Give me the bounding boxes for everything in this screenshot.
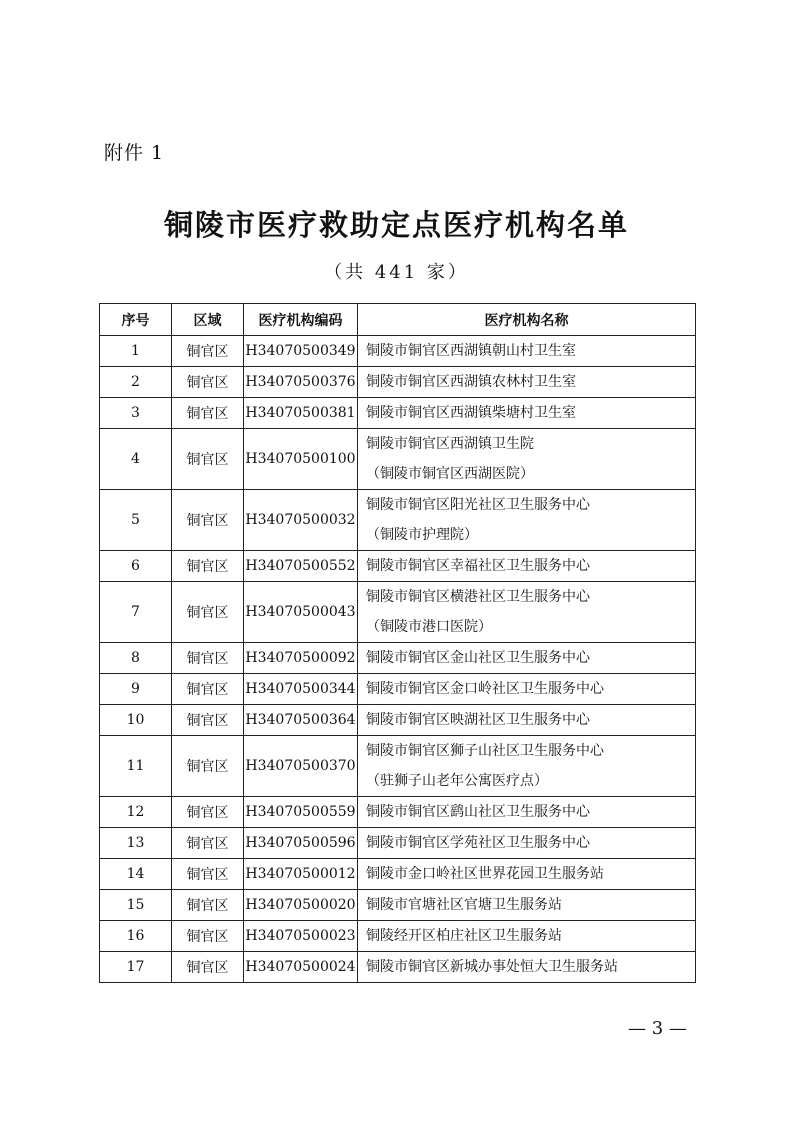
row-name-line: 铜陵市金口岭社区世界花园卫生服务站	[366, 866, 604, 882]
table-row	[100, 797, 696, 828]
institution-table	[99, 303, 696, 983]
row-name-line: 铜陵市铜官区幸福社区卫生服务中心	[366, 558, 590, 574]
row-area: 铜官区	[172, 643, 244, 674]
row-number: 6	[100, 551, 172, 582]
row-area: 铜官区	[172, 736, 244, 797]
row-area: 铜官区	[172, 797, 244, 828]
row-area: 铜官区	[172, 890, 244, 921]
table-row	[100, 828, 696, 859]
table-row	[100, 674, 696, 705]
row-code: H34070500024	[244, 952, 358, 983]
row-code: H34070500023	[244, 921, 358, 952]
table-row	[100, 890, 696, 921]
row-name	[358, 336, 696, 367]
row-name-line: 铜陵市铜官区横港社区卫生服务中心	[366, 589, 590, 605]
row-code: H34070500596	[244, 828, 358, 859]
row-name	[358, 890, 696, 921]
row-number: 12	[100, 797, 172, 828]
table-row	[100, 643, 696, 674]
row-name	[358, 736, 696, 797]
row-name	[358, 952, 696, 983]
table-row	[100, 859, 696, 890]
table-row	[100, 367, 696, 398]
attachment-label: 附件 1	[104, 142, 165, 164]
row-name-line: 铜陵市铜官区西湖镇柴塘村卫生室	[366, 405, 576, 421]
row-name-line: 铜陵市铜官区西湖镇农林村卫生室	[366, 374, 576, 390]
row-name-line: 铜陵市铜官区阳光社区卫生服务中心	[366, 497, 590, 513]
row-area: 铜官区	[172, 705, 244, 736]
table-row	[100, 736, 696, 797]
table-row	[100, 582, 696, 643]
row-code: H34070500100	[244, 429, 358, 490]
document-subtitle: （共 441 家）	[324, 262, 469, 283]
row-area: 铜官区	[172, 952, 244, 983]
row-number: 9	[100, 674, 172, 705]
row-area: 铜官区	[172, 398, 244, 429]
row-name-line: 铜陵市铜官区西湖镇朝山村卫生室	[366, 343, 576, 359]
table-row	[100, 551, 696, 582]
row-number: 8	[100, 643, 172, 674]
row-name-line: 铜陵市官塘社区官塘卫生服务站	[366, 897, 562, 913]
row-number: 3	[100, 398, 172, 429]
row-number: 4	[100, 429, 172, 490]
table-body	[100, 336, 696, 983]
row-name-alias: （铜陵市铜官区西湖医院）	[366, 466, 534, 482]
row-code: H34070500376	[244, 367, 358, 398]
row-number: 17	[100, 952, 172, 983]
row-area: 铜官区	[172, 859, 244, 890]
row-code: H34070500020	[244, 890, 358, 921]
header-no: 序号	[100, 304, 172, 336]
row-code: H34070500381	[244, 398, 358, 429]
row-number: 16	[100, 921, 172, 952]
row-name-line: 铜陵市铜官区金口岭社区卫生服务中心	[366, 681, 604, 697]
row-area: 铜官区	[172, 674, 244, 705]
row-name-alias: （铜陵市护理院）	[366, 527, 478, 543]
table-row	[100, 952, 696, 983]
row-number: 11	[100, 736, 172, 797]
row-number: 7	[100, 582, 172, 643]
row-area: 铜官区	[172, 336, 244, 367]
row-code: H34070500349	[244, 336, 358, 367]
row-number: 1	[100, 336, 172, 367]
row-name-line: 铜陵市铜官区鹞山社区卫生服务中心	[366, 804, 590, 820]
row-name	[358, 859, 696, 890]
row-number: 13	[100, 828, 172, 859]
row-name	[358, 582, 696, 643]
row-name	[358, 643, 696, 674]
row-name-alias: （铜陵市港口医院）	[366, 619, 492, 635]
row-name-line: 铜陵经开区柏庄社区卫生服务站	[366, 928, 562, 944]
row-name	[358, 398, 696, 429]
table-row	[100, 429, 696, 490]
table-row	[100, 336, 696, 367]
row-area: 铜官区	[172, 828, 244, 859]
row-area: 铜官区	[172, 367, 244, 398]
row-code: H34070500092	[244, 643, 358, 674]
row-name-line: 铜陵市铜官区西湖镇卫生院	[366, 436, 534, 452]
row-code: H34070500559	[244, 797, 358, 828]
row-code: H34070500012	[244, 859, 358, 890]
row-code: H34070500032	[244, 490, 358, 551]
row-number: 5	[100, 490, 172, 551]
row-area: 铜官区	[172, 551, 244, 582]
header-name: 医疗机构名称	[358, 304, 696, 336]
row-code: H34070500344	[244, 674, 358, 705]
table-header-row	[100, 304, 696, 336]
row-name-line: 铜陵市铜官区学苑社区卫生服务中心	[366, 835, 590, 851]
row-name	[358, 367, 696, 398]
row-code: H34070500364	[244, 705, 358, 736]
header-code: 医疗机构编码	[244, 304, 358, 336]
table-row	[100, 398, 696, 429]
row-name	[358, 429, 696, 490]
row-number: 2	[100, 367, 172, 398]
row-name	[358, 705, 696, 736]
row-name	[358, 828, 696, 859]
row-area: 铜官区	[172, 490, 244, 551]
row-area: 铜官区	[172, 429, 244, 490]
document-title: 铜陵市医疗救助定点医疗机构名单	[163, 208, 629, 242]
row-area: 铜官区	[172, 921, 244, 952]
row-name-line: 铜陵市铜官区狮子山社区卫生服务中心	[366, 743, 604, 759]
row-area: 铜官区	[172, 582, 244, 643]
row-number: 10	[100, 705, 172, 736]
row-name	[358, 797, 696, 828]
table-row	[100, 705, 696, 736]
row-name	[358, 551, 696, 582]
page-number: — 3 —	[628, 1018, 687, 1039]
row-name	[358, 674, 696, 705]
row-code: H34070500370	[244, 736, 358, 797]
row-code: H34070500552	[244, 551, 358, 582]
row-name-line: 铜陵市铜官区映湖社区卫生服务中心	[366, 712, 590, 728]
header-area: 区域	[172, 304, 244, 336]
row-code: H34070500043	[244, 582, 358, 643]
table-row	[100, 490, 696, 551]
row-number: 14	[100, 859, 172, 890]
row-name	[358, 490, 696, 551]
row-name-line: 铜陵市铜官区金山社区卫生服务中心	[366, 650, 590, 666]
row-name	[358, 921, 696, 952]
row-name-alias: （驻狮子山老年公寓医疗点）	[366, 773, 548, 789]
table-row	[100, 921, 696, 952]
row-name-line: 铜陵市铜官区新城办事处恒大卫生服务站	[366, 959, 618, 975]
row-number: 15	[100, 890, 172, 921]
